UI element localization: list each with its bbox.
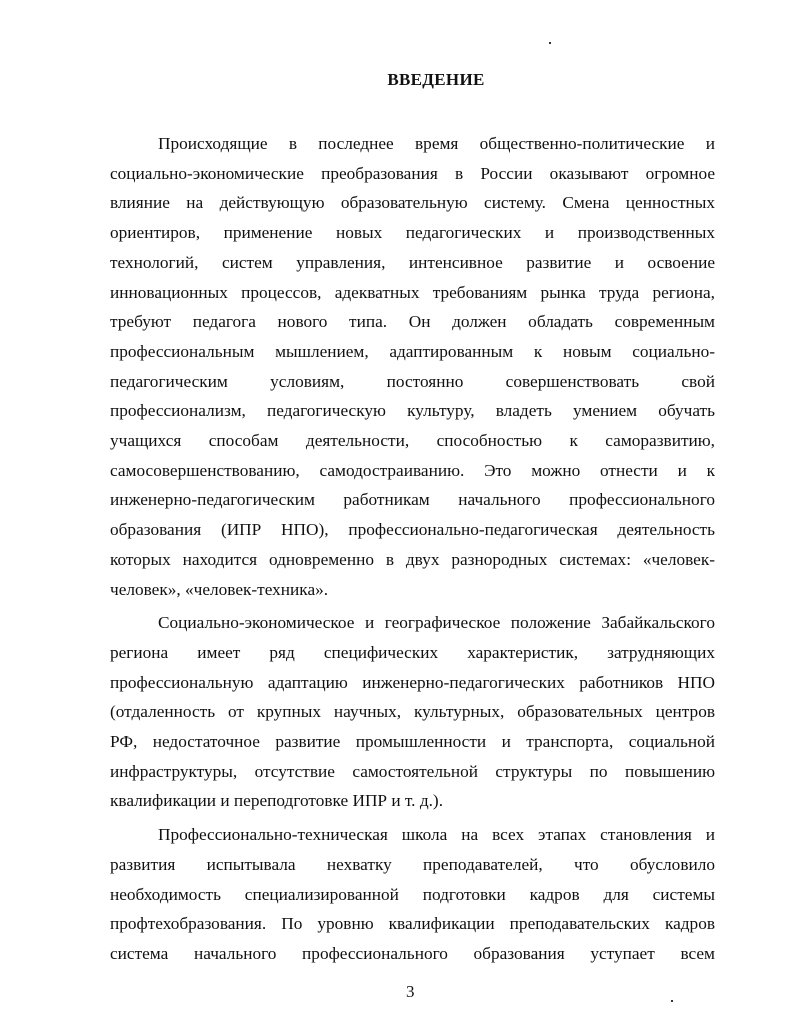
text-line: требуют педагога нового типа. Он должен обладать современным <box>110 312 715 332</box>
paragraph <box>110 608 715 816</box>
page-title: ВВЕДЕНИЕ <box>387 70 485 89</box>
text-line: самосовершенствованию, самодостраиванию. Это можно отнести и к <box>110 460 715 480</box>
text-line: ориентиров, применение новых педагогических и производственных <box>110 223 715 243</box>
text-line: РФ, недостаточное развитие промышленности и транспорта, социальной <box>110 732 715 752</box>
page-number: 3 <box>406 982 415 1001</box>
text-line: система начального профессионального образования уступает всем <box>110 943 715 963</box>
document-body <box>110 129 715 973</box>
text-line: социально-экономические преобразования в России оказывают огромное <box>110 163 715 183</box>
text-line: Социально-экономическое и географическое положение Забайкальского <box>158 613 715 633</box>
text-line: инновационных процессов, адекватных требованиям рынка труда региона, <box>110 282 715 302</box>
text-line: квалификации и переподготовке ИПР и т. д.). <box>110 791 444 811</box>
text-line: технологий, систем управления, интенсивное развитие и освоение <box>110 252 715 272</box>
text-line: образования (ИПР НПО), профессионально-педагогическая деятельность <box>110 520 715 540</box>
text-line: необходимость специализированной подготовки кадров для системы <box>110 884 715 904</box>
text-line: инженерно-педагогическим работникам начального профессионального <box>110 490 715 510</box>
text-line: профессиональным мышлением, адаптированным к новым социально- <box>110 341 715 361</box>
text-line: которых находится одновременно в двух разнородных системах: «человек- <box>110 549 715 569</box>
scan-speck <box>671 1000 673 1002</box>
text-line: педагогическим условиям, постоянно совершенствовать свой <box>110 371 715 391</box>
text-line: влияние на действующую образовательную систему. Смена ценностных <box>110 193 715 213</box>
text-line: инфраструктуры, отсутствие самостоятельной структуры по повышению <box>110 761 715 781</box>
text-line: учащихся способам деятельности, способностью к саморазвитию, <box>110 431 715 451</box>
text-line: профессионализм, педагогическую культуру, владеть умением обучать <box>110 401 715 421</box>
text-line: региона имеет ряд специфических характеристик, затрудняющих <box>110 642 715 662</box>
text-line: профессиональную адаптацию инженерно-педагогических работников НПО <box>110 672 715 692</box>
text-line: (отдаленность от крупных научных, культурных, образовательных центров <box>110 702 715 722</box>
text-line: профтехобразования. По уровню квалификации преподавательских кадров <box>110 914 715 934</box>
text-line: развития испытывала нехватку преподавателей, что обусловило <box>110 854 715 874</box>
text-line: Происходящие в последнее время общественно-политические и <box>158 134 715 153</box>
text-line: человек», «человек-техника». <box>110 579 329 599</box>
paragraph <box>110 129 715 604</box>
scan-speck <box>549 42 551 44</box>
paragraph <box>110 820 715 969</box>
text-line: Профессионально-техническая школа на всех этапах становления и <box>158 825 715 845</box>
